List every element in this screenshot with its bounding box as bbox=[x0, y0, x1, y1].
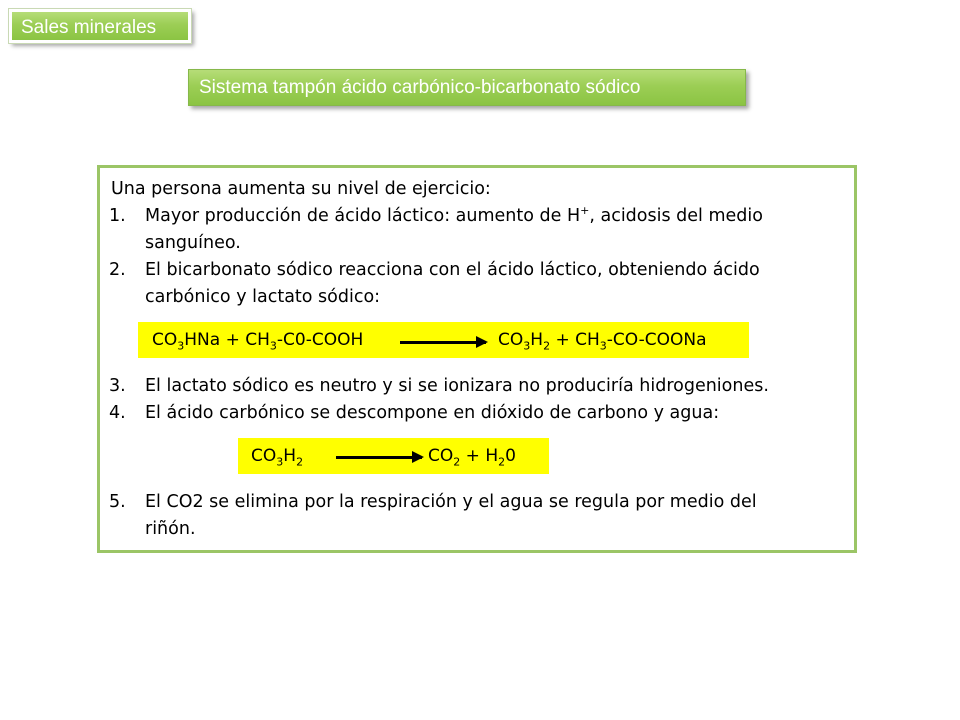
section-tag-sales-minerales: Sales minerales bbox=[9, 9, 191, 43]
reaction-arrow-icon bbox=[400, 341, 486, 344]
list-text: El bicarbonato sódico reacciona con el ácido láctico, obteniendo ácido bbox=[145, 260, 760, 280]
list-number: 3. bbox=[109, 376, 126, 396]
equation-products: $CO_2 + H_20$ bbox=[428, 446, 516, 469]
equation-lactic-reaction bbox=[138, 322, 749, 358]
list-number: 5. bbox=[109, 492, 126, 512]
equation-reactants: $CO_3HNa$ + $CH_3-C0$-COOH bbox=[152, 330, 364, 353]
list-number: 2. bbox=[109, 260, 126, 280]
section-tag-sistema-tampon: Sistema tampón ácido carbónico-bicarbonato sódico bbox=[188, 69, 746, 106]
intro-text: Una persona aumenta su nivel de ejercicio: bbox=[111, 179, 491, 199]
list-text-continued: sanguíneo. bbox=[145, 233, 241, 253]
reaction-arrow-icon bbox=[336, 456, 422, 459]
equation-carbonic-decomposition bbox=[238, 438, 549, 474]
list-text: El CO2 se elimina por la respiración y el agua se regula por medio del bbox=[145, 492, 757, 512]
list-text: El ácido carbónico se descompone en dióxido de carbono y agua: bbox=[145, 403, 720, 423]
list-text-continued: riñón. bbox=[145, 519, 196, 539]
list-number: 1. bbox=[109, 206, 126, 226]
superscript: + bbox=[580, 204, 590, 218]
list-text: El lactato sódico es neutro y si se ionizara no produciría hidrogeniones. bbox=[145, 376, 769, 396]
content-box bbox=[97, 165, 857, 553]
list-text-continued: carbónico y lactato sódico: bbox=[145, 287, 381, 307]
list-text: Mayor producción de ácido láctico: aumento de H bbox=[145, 206, 581, 226]
equation-products: $CO_3H_2$ + $CH_3-CO$-COONa bbox=[498, 330, 707, 353]
list-number: 4. bbox=[109, 403, 126, 423]
equation-reactant: $CO_3H_2$ bbox=[251, 446, 304, 469]
list-text: , acidosis del medio bbox=[589, 206, 763, 226]
